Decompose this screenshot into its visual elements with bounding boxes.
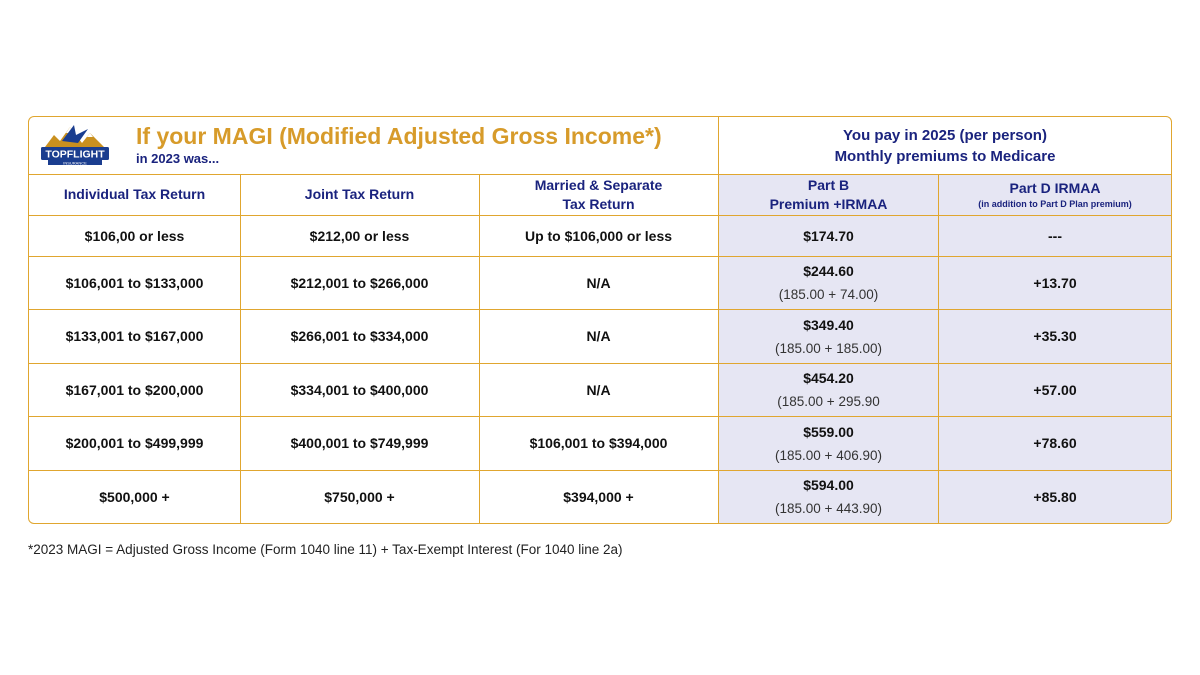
part-b-premium: $454.20 [803,370,854,386]
cell-value: +78.60 [1033,435,1077,451]
payment-header-line2: Monthly premiums to Medicare [834,147,1056,165]
col-header-label: Tax Return [562,195,635,212]
table-cell-individual [29,363,240,416]
col-header-individual [29,174,240,215]
part-b-value-stack [775,317,882,356]
table-cell-partd [939,256,1171,309]
table-cell-joint [240,363,479,416]
col-header-part-d [939,174,1171,215]
table-cell-partb [719,416,938,470]
irmaa-table [28,116,1172,524]
col-header-label: Part D IRMAA [1009,180,1101,196]
table-cell-married [479,416,718,470]
table-cell-individual [29,470,240,523]
footnote: *2023 MAGI = Adjusted Gross Income (Form 1040 line 11) + Tax-Exempt Interest (For 1040 line 2a) [28,542,623,557]
cell-value: $500,000 + [99,488,170,505]
cell-value: $106,001 to $133,000 [65,274,204,291]
part-b-breakdown: (185.00 + 295.90 [777,394,880,409]
part-b-premium: $174.70 [803,227,854,244]
col-header-label: Married & Separate [534,176,663,193]
cell-value: N/A [586,381,611,398]
table-cell-partd [939,363,1171,416]
table-cell-joint [240,309,479,363]
table-cell-partb [719,215,938,256]
cell-value: $167,001 to $200,000 [65,381,204,398]
payment-header [719,117,1171,174]
part-b-premium: $594.00 [803,477,854,493]
cell-value: $106,001 to $394,000 [529,435,668,451]
cell-value: $334,001 to $400,000 [290,381,429,398]
cell-value: $394,000 + [563,488,634,505]
table-cell-joint [240,215,479,256]
cell-value: $400,001 to $749,999 [290,435,429,451]
table-cell-partb [719,256,938,309]
cell-value: $750,000 + [324,488,395,505]
cell-value: --- [1048,227,1062,244]
table-cell-partb [719,470,938,523]
table-cell-joint [240,256,479,309]
part-b-breakdown: (185.00 + 406.90) [775,447,882,463]
part-b-value-stack [779,263,878,302]
table-cell-married [479,256,718,309]
table-cell-individual [29,215,240,256]
svg-text:TOPFLIGHT: TOPFLIGHT [45,148,105,161]
table-cell-individual [29,309,240,363]
part-b-value-stack [777,370,879,409]
part-b-value-stack [775,477,882,516]
cell-value: $133,001 to $167,000 [65,328,204,344]
cell-value: Up to $106,000 or less [524,227,673,244]
col-header-married [479,174,718,215]
cell-value: +85.80 [1033,488,1077,505]
cell-value: N/A [586,274,611,291]
col-header-label: Part B [807,176,850,193]
col-header-label: Individual Tax Return [63,186,206,202]
table-cell-partd [939,416,1171,470]
cell-value: $212,001 to $266,000 [290,274,429,291]
part-b-breakdown: (185.00 + 185.00) [775,340,882,356]
table-cell-partb [719,309,938,363]
part-b-premium: $559.00 [803,423,854,440]
table-cell-individual [29,416,240,470]
svg-text:INSURANCE: INSURANCE [63,160,87,166]
table-cell-partd [939,470,1171,523]
table-cell-joint [240,416,479,470]
part-b-premium: $349.40 [803,316,854,333]
part-b-breakdown: (185.00 + 443.90) [775,501,882,516]
col-header-part-b [719,174,938,215]
table-cell-partb [719,363,938,416]
part-b-value-stack [803,228,854,244]
part-b-value-stack [775,424,882,463]
cell-value: +13.70 [1033,274,1077,291]
cell-value: +35.30 [1033,328,1077,344]
page-title: If your MAGI (Modified Adjusted Gross Income*) [136,123,662,149]
col-header-joint [240,174,479,215]
cell-value: $200,001 to $499,999 [65,435,204,451]
col-header-note: (in addition to Part D Plan premium) [978,199,1132,209]
cell-value: +57.00 [1033,381,1077,398]
topflight-logo [40,121,110,167]
payment-header-line1: You pay in 2025 (per person) [843,126,1047,144]
cell-value: $106,00 or less [84,227,185,244]
table-cell-married [479,309,718,363]
col-header-label: Joint Tax Return [304,186,415,202]
part-b-premium: $244.60 [803,263,854,279]
table-cell-partd [939,309,1171,363]
table-cell-partd [939,215,1171,256]
page-subtitle: in 2023 was... [136,151,220,166]
cell-value: $266,001 to $334,000 [290,328,429,344]
cell-value: N/A [586,328,611,344]
table-cell-individual [29,256,240,309]
part-b-breakdown: (185.00 + 74.00) [778,287,879,302]
cell-value: $212,00 or less [309,227,410,244]
table-cell-joint [240,470,479,523]
table-cell-married [479,470,718,523]
table-cell-married [479,363,718,416]
col-header-label: Premium +IRMAA [769,195,888,212]
table-cell-married [479,215,718,256]
